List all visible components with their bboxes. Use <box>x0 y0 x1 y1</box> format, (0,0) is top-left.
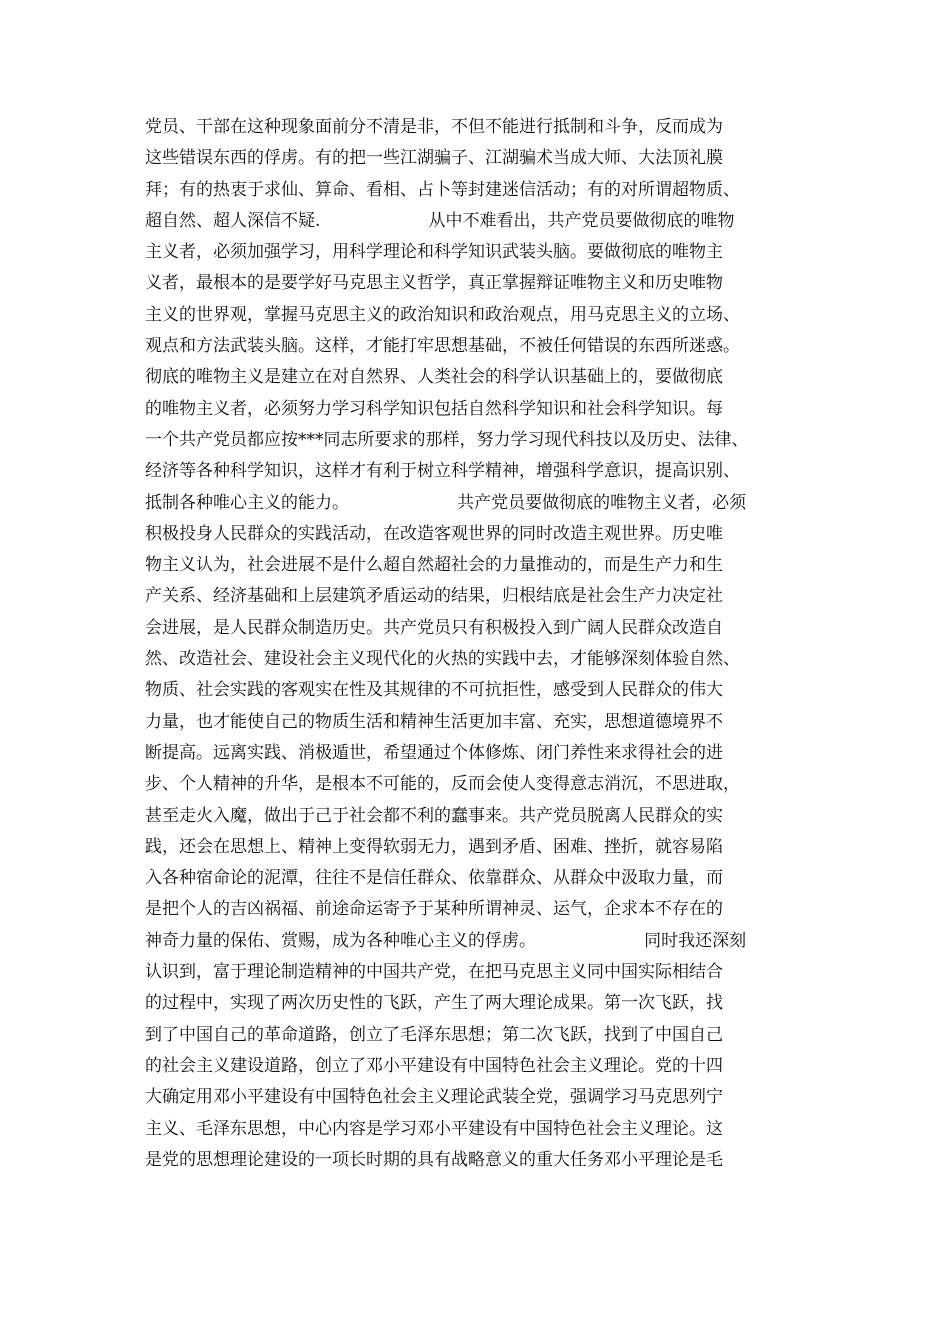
text-line: 到了中国自己的革命道路，创立了毛泽东思想；第二次飞跃，找到了中国自己 <box>145 1024 723 1045</box>
text-line: 的唯物主义者，必须努力学习科学知识包括自然科学知识和社会科学知识。每 <box>145 398 723 419</box>
text-line: 步、个人精神的升华，是根本不可能的，反而会使人变得意志消沉，不思进取， <box>145 774 740 795</box>
text-line: 的社会主义建设道路，创立了邓小平建设有中国特色社会主义理论。党的十四 <box>145 1055 723 1076</box>
text-line: 践，还会在思想上、精神上变得软弱无力，遇到矛盾、困难、挫折，就容易陷 <box>145 836 723 857</box>
text-line: 主义、毛泽东思想，中心内容是学习邓小平建设有中国特色社会主义理论。这 <box>145 1118 723 1139</box>
text-line: 彻底的唯物主义是建立在对自然界、人类社会的科学认识基础上的，要做彻底 <box>145 367 723 388</box>
body-text <box>145 112 825 1176</box>
text-line: 大确定用邓小平建设有中国特色社会主义理论武装全党，强调学习马克思列宁 <box>145 1087 723 1108</box>
text-line: 主义的世界观，掌握马克思主义的政治知识和政治观点，用马克思主义的立场、 <box>145 304 740 325</box>
text-line: 然、改造社会、建设社会主义现代化的火热的实践中去，才能够深刻体验自然、 <box>145 649 740 670</box>
text-line: 超自然、超人深信不疑. 从中不难看出，共产党员要做彻底的唯物 <box>145 210 735 231</box>
text-line: 神奇力量的保佑、赏赐，成为各种唯心主义的俘虏。 同时我还深刻 <box>145 930 747 951</box>
text-line: 物质、社会实践的客观实在性及其规律的不可抗拒性，感受到人民群众的伟大 <box>145 680 723 701</box>
text-line: 一个共产党员都应按***同志所要求的那样，努力学习现代科技以及历史、法律、 <box>145 429 749 450</box>
text-line: 断提高。远离实践、消极遁世，希望通过个体修炼、闭门养性来求得社会的进 <box>145 742 723 763</box>
text-line: 入各种宿命论的泥潭，往往不是信任群众、依靠群众、从群众中汲取力量，而 <box>145 868 723 889</box>
text-line: 产关系、经济基础和上层建筑矛盾运动的结果，归根结底是社会生产力决定社 <box>145 586 723 607</box>
text-line: 抵制各种唯心主义的能力。 共产党员要做彻底的唯物主义者，必须 <box>145 492 747 513</box>
text-line: 是把个人的吉凶祸福、前途命运寄予于某种所谓神灵、运气，企求本不存在的 <box>145 899 723 920</box>
text-line: 是党的思想理论建设的一项长时期的具有战略意义的重大任务邓小平理论是毛 <box>145 1149 723 1170</box>
text-line: 义者，最根本的是要学好马克思主义哲学，真正掌握辩证唯物主义和历史唯物 <box>145 273 723 294</box>
text-line: 经济等各种科学知识，这样才有利于树立科学精神，增强科学意识，提高识别、 <box>145 461 740 482</box>
text-line: 这些错误东西的俘虏。有的把一些江湖骗子、江湖骗术当成大师、大法顶礼膜 <box>145 148 723 169</box>
text-line: 积极投身人民群众的实践活动，在改造客观世界的同时改造主观世界。历史唯 <box>145 523 723 544</box>
text-line: 会进展，是人民群众制造历史。共产党员只有积极投入到广阔人民群众改造自 <box>145 617 723 638</box>
text-line: 党员、干部在这种现象面前分不清是非，不但不能进行抵制和斗争，反而成为 <box>145 117 723 137</box>
text-line: 观点和方法武装头脑。这样，才能打牢思想基础，不被任何错误的东西所迷惑。 <box>145 336 740 357</box>
text-line: 力量，也才能使自己的物质生活和精神生活更加丰富、充实，思想道德境界不 <box>145 711 723 732</box>
text-line: 物主义认为，社会进展不是什么超自然超社会的力量推动的，而是生产力和生 <box>145 555 723 576</box>
text-line: 主义者，必须加强学习，用科学理论和科学知识武装头脑。要做彻底的唯物主 <box>145 242 723 263</box>
text-line: 拜；有的热衷于求仙、算命、看相、占卜等封建迷信活动；有的对所谓超物质、 <box>145 179 740 200</box>
text-line: 的过程中，实现了两次历史性的飞跃，产生了两大理论成果。第一次飞跃，找 <box>145 993 723 1014</box>
text-line: 认识到，富于理论制造精神的中国共产党，在把马克思主义同中国实际相结合 <box>145 962 723 983</box>
text-line: 甚至走火入魔，做出于己于社会都不利的蠢事来。共产党员脱离人民群众的实 <box>145 805 723 826</box>
